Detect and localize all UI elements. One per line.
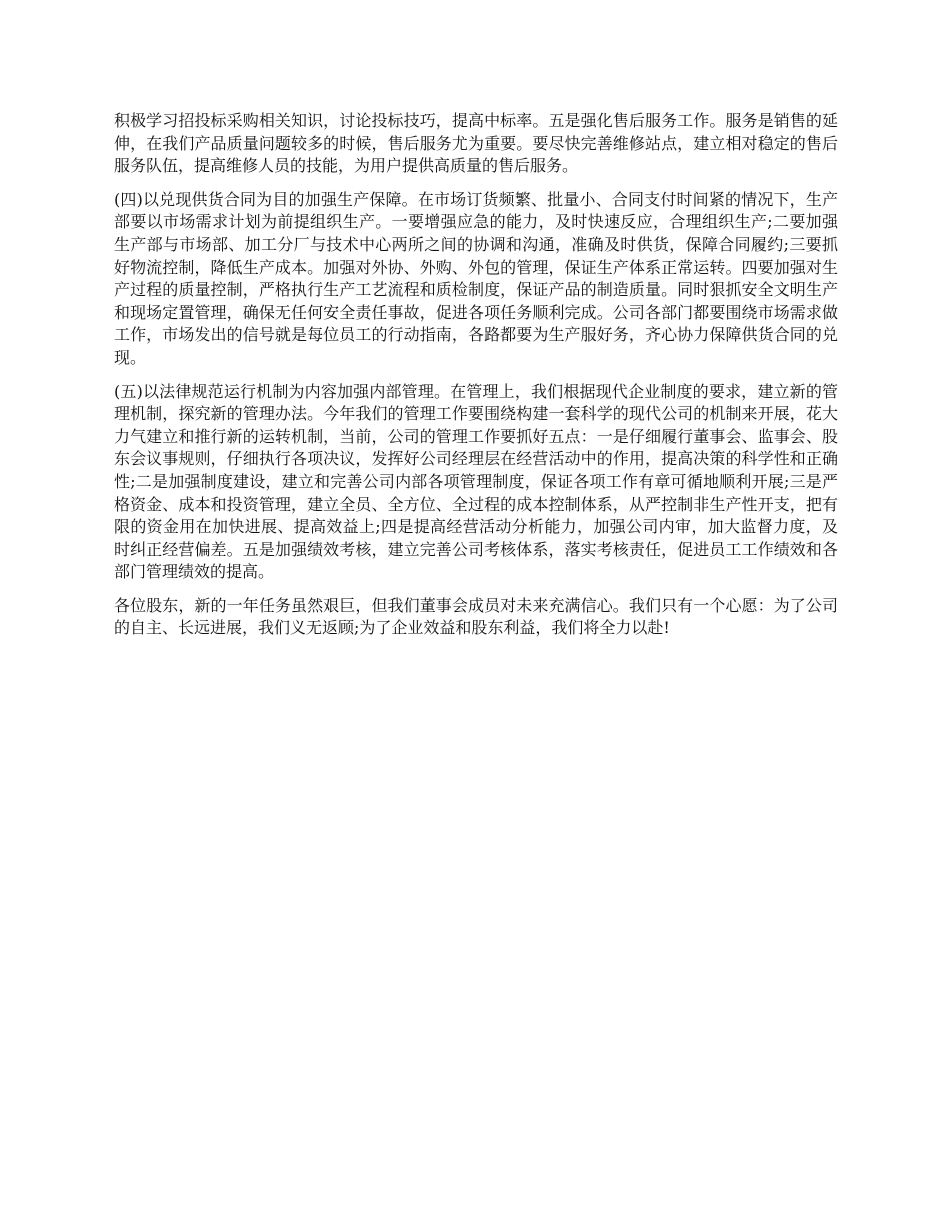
document-body (114, 110, 838, 651)
paragraph-after-sales: 积极学习招投标采购相关知识，讨论投标技巧，提高中标率。五是强化售后服务工作。服务是销售的延伸，在我们产品质量问题较多的时候，售后服务尤为重要。要尽快完善维修站点，建立相对稳定的售后服务队伍，提高维修人员的技能，为用户提供高质量的售后服务。 (114, 111, 838, 176)
paragraph-closing: 各位股东，新的一年任务虽然艰巨，但我们董事会成员对未来充满信心。我们只有一个心愿：为了公司的自主、长远进展，我们义无返顾;为了企业效益和股东利益，我们将全力以赴! (114, 595, 838, 638)
paragraph-production-guarantee: (四)以兑现供货合同为目的加强生产保障。在市场订货频繁、批量小、合同支付时间紧的情况下，生产部要以市场需求计划为前提组织生产。一要增强应急的能力，及时快速反应，合理组织生产;二要加强生产部与市场部、加工分厂与技术中心两所之间的协调和沟通，准确及时供货，保障合同履约;三要抓好物流控制，降低生产成本。加强对外协、外购、外包的管理，保证生产体系正常运转。四要加强对生产过程的质量控制，严格执行生产工艺流程和质检制度，保证产品的制造质量。同时狠抓安全文明生产和现场定置管理，确保无任何安全责任事故，促进各项任务顺利完成。公司各部门都要围绕市场需求做工作，市场发出的信号就是每位员工的行动指南，各路都要为生产服好务，齐心协力保障供货合同的兑现。 (114, 189, 838, 367)
paragraph-internal-management: (五)以法律规范运行机制为内容加强内部管理。在管理上，我们根据现代企业制度的要求，建立新的管理机制，探究新的管理办法。今年我们的管理工作要围绕构建一套科学的现代公司的机制来开展，花大力气建立和推行新的运转机制，当前，公司的管理工作要抓好五点：一是仔细履行董事会、监事会、股东会议事规则，仔细执行各项决议，发挥好公司经理层在经营活动中的作用，提高决策的科学性和正确性;二是加强制度建设，建立和完善公司内部各项管理制度，保证各项工作有章可循地顺利开展;三是严格资金、成本和投资管理，建立全员、全方位、全过程的成本控制体系，从严控制非生产性开支，把有限的资金用在加快进展、提高效益上;四是提高经营活动分析能力，加强公司内审，加大监督力度，及时纠正经营偏差。五是加强绩效考核，建立完善公司考核体系，落实考核责任，促进员工工作绩效和各部门管理绩效的提高。 (114, 381, 838, 582)
